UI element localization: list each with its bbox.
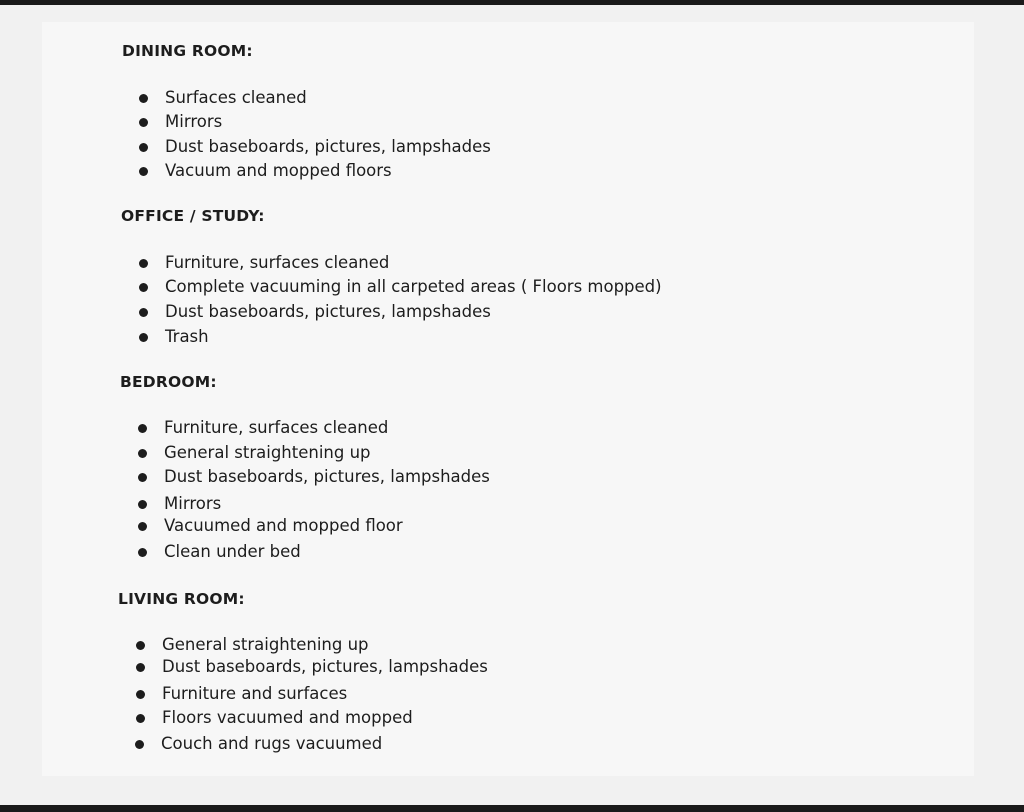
list-item-label: Surfaces cleaned [165,88,307,107]
list-item [165,253,389,273]
bottom-border [0,805,1024,812]
list-item-label: Vacuum and mopped floors [165,161,392,180]
list-item-label: Vacuumed and mopped floor [164,516,403,535]
list-item [165,302,491,322]
list-item [162,708,413,728]
list-item [164,516,403,536]
bullet-icon [138,548,147,557]
bullet-icon [139,333,148,342]
list-item-label: Floors vacuumed and mopped [162,708,413,727]
list-item-label: Furniture, surfaces cleaned [165,253,390,272]
bullet-icon [139,283,148,292]
list-item-label: Complete vacuuming in all carpeted areas ( Floors mopped) [165,277,662,296]
list-item-label: Dust baseboards, pictures, lampshades [165,302,491,321]
section-heading-living-room: LIVING ROOM: [118,590,245,608]
list-item [164,494,221,514]
section-heading-bedroom: BEDROOM: [120,373,217,391]
section-heading-dining-room: DINING ROOM: [122,42,253,60]
bullet-icon [138,522,147,531]
list-item [162,684,347,704]
list-item-label: Dust baseboards, pictures, lampshades [164,467,490,486]
list-item [164,467,490,487]
list-item-label: Mirrors [164,494,222,513]
list-item-label: Clean under bed [164,542,301,561]
list-item [162,657,488,677]
list-item [161,734,382,754]
list-item-label: Couch and rugs vacuumed [161,734,383,753]
list-item [162,635,369,655]
list-item [164,542,301,562]
bullet-icon [138,500,147,509]
bullet-icon [138,473,147,482]
bullet-icon [139,167,148,176]
list-item-label: Furniture and surfaces [162,684,348,703]
list-item-label: Dust baseboards, pictures, lampshades [162,657,488,676]
list-item-label: Mirrors [165,112,223,131]
list-item-label: General straightening up [162,635,369,654]
bullet-icon [136,641,145,650]
bullet-icon [139,308,148,317]
list-item [165,327,209,347]
bullet-icon [136,663,145,672]
bullet-icon [136,714,145,723]
bullet-icon [139,143,148,152]
bullet-icon [139,94,148,103]
list-item [165,277,662,297]
bullet-icon [136,690,145,699]
bullet-icon [135,740,144,749]
list-item-label: Trash [165,327,209,346]
list-item [164,443,371,463]
list-item [165,112,222,132]
list-item [164,418,388,438]
bullet-icon [139,118,148,127]
bullet-icon [139,259,148,268]
list-item [165,137,491,157]
list-item [165,161,392,181]
bullet-icon [138,449,147,458]
list-item-label: Dust baseboards, pictures, lampshades [165,137,491,156]
list-item-label: General straightening up [164,443,371,462]
bullet-icon [138,424,147,433]
section-heading-office-study: OFFICE / STUDY: [121,207,265,225]
top-border [0,0,1024,5]
list-item-label: Furniture, surfaces cleaned [164,418,389,437]
list-item [165,88,307,108]
